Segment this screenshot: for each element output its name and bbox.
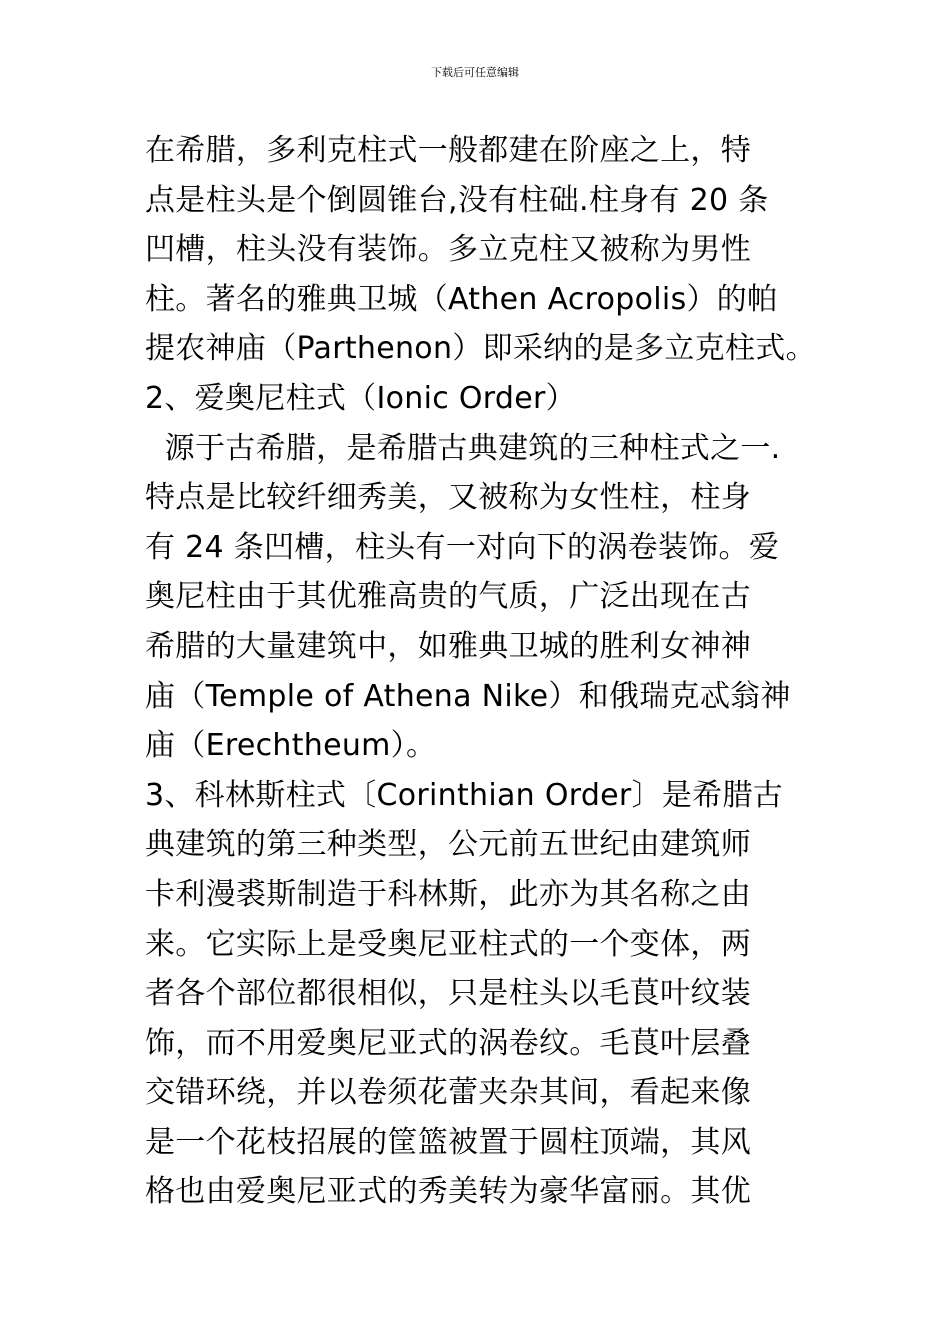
text-line: 庙（Erechtheum）。 — [145, 728, 437, 764]
section-heading-corinthian: 3、科林斯柱式〔Corinthian Order〕是希腊古 — [145, 777, 784, 813]
text-line: 庙（Temple of Athena Nike）和俄瑞克忒翁神 — [145, 678, 791, 714]
text-line: 在希腊，多利克柱式一般都建在阶座之上，特 — [145, 133, 751, 168]
header-note: 下载后可任意编辑 — [431, 66, 519, 79]
text-line: 奥尼柱由于其优雅高贵的气质，广泛出现在古 — [145, 579, 751, 615]
text-line: 饰，而不用爱奥尼亚式的涡卷纹。毛茛叶层叠 — [145, 1025, 751, 1061]
text-line: 点是柱头是个倒圆锥台,没有柱础.柱身有 20 条 — [145, 182, 769, 218]
text-line: 希腊的大量建筑中，如雅典卫城的胜利女神神 — [145, 628, 751, 664]
text-line: 典建筑的第三种类型，公元前五世纪由建筑师 — [145, 827, 751, 863]
text-line: 卡利漫裘斯制造于科林斯，此亦为其名称之由 — [145, 876, 751, 912]
text-line: 柱。著名的雅典卫城（Athen Acropolis）的帕 — [145, 281, 778, 317]
text-line: 有 24 条凹槽，柱头有一对向下的涡卷装饰。爱 — [145, 529, 780, 565]
text-line: 交错环绕，并以卷须花蕾夹杂其间，看起来像 — [145, 1075, 751, 1111]
text-line: 来。它实际上是受奥尼亚柱式的一个变体，两 — [145, 926, 751, 962]
text-line: 者各个部位都很相似，只是柱头以毛茛叶纹装 — [145, 976, 751, 1012]
section-heading-ionic: 2、爱奥尼柱式（Ionic Order） — [145, 380, 576, 416]
text-line: 格也由爱奥尼亚式的秀美转为豪华富丽。其优 — [145, 1174, 751, 1210]
text-line: 提农神庙（Parthenon）即采纳的是多立克柱式。 — [145, 331, 816, 367]
body-text — [145, 126, 825, 1217]
text-line: 是一个花枝招展的筐篮被置于圆柱顶端，其风 — [145, 1124, 751, 1160]
text-line: 特点是比较纤细秀美，又被称为女性柱，柱身 — [145, 480, 751, 516]
text-line: 源于古希腊，是希腊古典建筑的三种柱式之一. — [145, 430, 781, 466]
text-line: 凹槽，柱头没有装饰。多立克柱又被称为男性 — [145, 232, 751, 268]
